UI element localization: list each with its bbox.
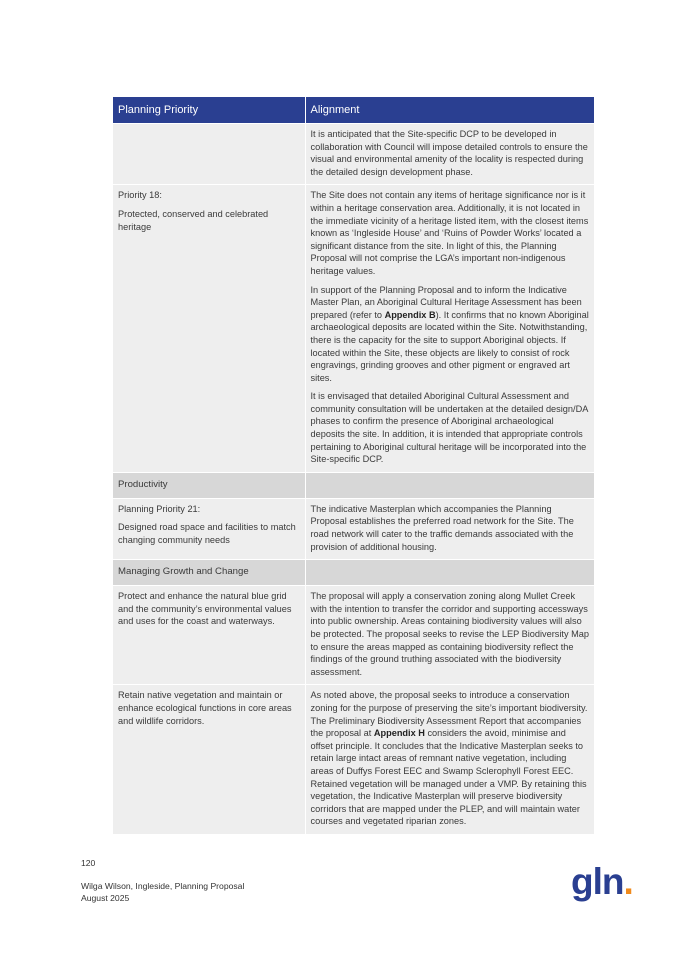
table-row bbox=[113, 586, 594, 685]
priority-title: Designed road space and facilities to match changing community needs bbox=[118, 522, 296, 546]
table-row bbox=[113, 685, 594, 834]
priority-title: Protected, conserved and celebrated heritage bbox=[118, 208, 269, 232]
alignment-cell bbox=[305, 124, 594, 185]
section-row-managing-growth bbox=[113, 560, 594, 586]
gln-logo bbox=[571, 862, 633, 902]
footer-document-title: Wilga Wilson, Ingleside, Planning Proposal bbox=[81, 881, 245, 891]
alignment-text: In support of the Planning Proposal and to inform the Indicative Master Plan, an Aboriginal Cultural Heritage Assessment has been prepared (refer to Appendix B). It confirms that no known Aboriginal archaeological deposits are located within the Site. Notwithstanding, there is the capacity for the site to support Aboriginal objects. If located within the Site, these objects are likely to consist of rock engravings, grinding grooves and other pigment or engraved art sites. bbox=[310, 284, 589, 383]
footer bbox=[81, 881, 244, 904]
header-planning-priority: Planning Priority bbox=[113, 97, 305, 124]
table-row bbox=[113, 124, 594, 185]
priority-cell bbox=[113, 685, 305, 834]
footer-date: August 2025 bbox=[81, 892, 130, 903]
priority-cell-empty bbox=[113, 124, 305, 185]
section-title: Managing Growth and Change bbox=[113, 560, 305, 586]
table-row bbox=[113, 498, 594, 559]
priority-text: Retain native vegetation and maintain or enhance ecological functions in core areas and wildlife corridors. bbox=[118, 690, 292, 726]
alignment-text: It is envisaged that detailed Aboriginal Cultural Assessment and community consultation will be undertaken at the detailed design/DA phases to confirm the presence of Aboriginal archaeological deposits the site. In addition, it is intended that appropriate controls pertaining to Aboriginal cultural heritage will be incorporated into the Site-specific DCP. bbox=[310, 391, 588, 465]
logo-text: gln bbox=[571, 861, 624, 902]
alignment-text: The proposal will apply a conservation zoning along Mullet Creek with the intention to transfer the corridor and supporting accessways into public ownership. Areas containing biodiversity values will also be protected. The proposal seeks to revise the LEP Biodiversity Map to ensure the areas mapped as containing biodiversity reflect the findings of the ground truthing associated with the biodiversity assessment. bbox=[310, 591, 590, 677]
page-number: 120 bbox=[81, 858, 96, 868]
alignment-text: The Site does not contain any items of heritage significance nor is it within a heritage conservation area. Additionally, it is not located in the immediate vicinity of a heritage listed item, with the closest items known as ‘Ingleside House’ and ‘Ruins of Powder Works’ located a significant distance from the site. In light of this, the Planning Proposal will not comprise the LGA’s important non-indigenous heritage values. bbox=[310, 190, 589, 276]
section-empty-cell bbox=[305, 472, 594, 498]
section-title: Productivity bbox=[113, 472, 305, 498]
priority-cell bbox=[113, 498, 305, 559]
alignment-text: It is anticipated that the Site-specific DCP to be developed in collaboration with Council will impose detailed controls to ensure the visual and environmental amenity of the locality is respected during the detailed design development phase. bbox=[310, 129, 588, 177]
logo-dot: . bbox=[623, 861, 633, 902]
alignment-text: As noted above, the proposal seeks to introduce a conservation zoning for the purpose of preserving the site’s important biodiversity. The Preliminary Biodiversity Assessment Report that accompanies the proposal at Appendix H considers the avoid, minimise and offset principle. It concludes that the Indicative Masterplan seeks to retain large intact areas of remnant native vegetation, including areas of Duffys Forest EEC and Swamp Sclerophyll Forest EEC. Retained vegetation will be managed under a VMP. By retaining this vegetation, the Indicative Masterplan will preserve biodiversity corridors that are mapped under the PLEP, and will maintain water courses and vegetated riparian zones. bbox=[310, 690, 588, 827]
table-header-row bbox=[113, 97, 594, 124]
appendix-h-reference: Appendix H bbox=[373, 728, 425, 739]
section-row-productivity bbox=[113, 472, 594, 498]
priority-cell bbox=[113, 586, 305, 685]
alignment-cell bbox=[305, 586, 594, 685]
alignment-text: The indicative Masterplan which accompanies the Planning Proposal establishes the preferred road network for the Site. The road network will cater to the traffic demands associated with the provision of additional housing. bbox=[310, 503, 574, 552]
planning-priority-table bbox=[113, 97, 594, 834]
priority-number: Priority 18: bbox=[118, 190, 162, 201]
alignment-cell bbox=[305, 498, 594, 559]
appendix-b-reference: Appendix B bbox=[384, 309, 436, 320]
alignment-cell bbox=[305, 185, 594, 472]
table-row bbox=[113, 185, 594, 472]
section-empty-cell bbox=[305, 560, 594, 586]
priority-number: Planning Priority 21: bbox=[118, 503, 201, 514]
alignment-cell bbox=[305, 685, 594, 834]
priority-cell bbox=[113, 185, 305, 472]
priority-text: Protect and enhance the natural blue grid and the community’s environmental values and uses for the coast and waterways. bbox=[118, 591, 292, 627]
header-alignment: Alignment bbox=[305, 97, 594, 124]
